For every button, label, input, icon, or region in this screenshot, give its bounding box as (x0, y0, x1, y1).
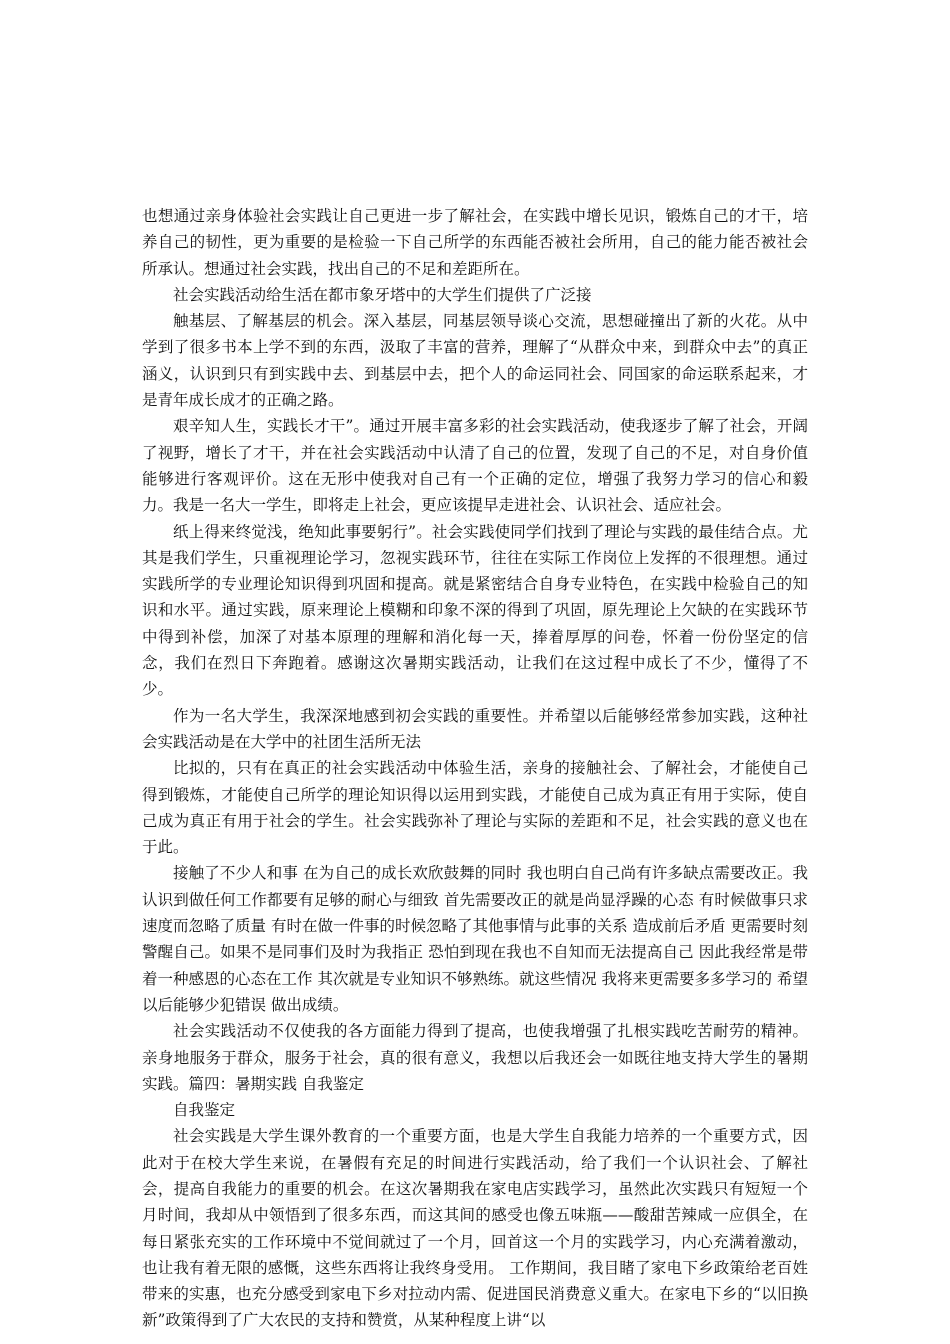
paragraph: 纸上得来终觉浅，绝知此事要躬行”。社会实践使同学们找到了理论与实践的最佳结合点。尤其是我们学生，只重视理论学习，忽视实践环节，往往在实际工作岗位上发挥的不很理想。通过实践所学的专业理论知识得到巩固和提高。就是紧密结合自身专业特色，在实践中检验自己的知识和水平。通过实践，原来理论上模糊和印象不深的得到了巩固，原先理论上欠缺的在实践环节中得到补偿，加深了对基本原理的理解和消化每一天，捧着厚厚的问卷，怀着一份份坚定的信念，我们在烈日下奔跑着。感谢这次暑期实践活动，让我们在这过程中成长了不少，懂得了不少。 (142, 522, 808, 699)
paragraph: 作为一名大学生，我深深地感到初会实践的重要性。并希望以后能够经常参加实践，这种社会实践活动是在大学中的社团生活所无法 (142, 706, 808, 751)
paragraph: 社会实践活动不仅使我的各方面能力得到了提高，也使我增强了扎根实践吃苦耐劳的精神。亲身地服务于群众，服务于社会，真的很有意义，我想以后我还会一如既往地支持大学生的暑期实践。篇四：暑期实践 自我鉴定 (142, 1022, 808, 1093)
paragraph: 艰辛知人生，实践长才干”。通过开展丰富多彩的社会实践活动，使我逐步了解了社会，开阔了视野，增长了才干，并在社会实践活动中认清了自己的位置，发现了自己的不足，对自身价值能够进行客观评价。这在无形中使我对自己有一个正确的定位，增强了我努力学习的信心和毅力。我是一名大一学生，即将走上社会，更应该提早走进社会、认识社会、适应社会。 (142, 417, 808, 515)
paragraph: 触基层、了解基层的机会。深入基层，同基层领导谈心交流，思想碰撞出了新的火花。从中学到了很多书本上学不到的东西，汲取了丰富的营养，理解了“从群众中来，到群众中去”的真正涵义，认识到只有到实践中去、到基层中去，把个人的命运同社会、同国家的命运联系起来，才是青年成长成才的正确之路。 (142, 312, 808, 410)
paragraph: 接触了不少人和事 在为自己的成长欢欣鼓舞的同时 我也明白自己尚有许多缺点需要改正。我认识到做任何工作都要有足够的耐心与细致 首先需要改正的就是尚显浮躁的心态 有时候做事只求速度而忽略了质量 有时在做一件事的时候忽略了其他事情与此事的关系 造成前后矛盾 更需要时刻警醒自己。如果不是同事们及时为我指正 恐怕到现在我也不自知而无法提高自己 因此我经常是带着一种感恩的心态在工作 其次就是专业知识不够熟练。就这些情况 我将来更需要多多学习的 希望以后能够少犯错误 做出成绩。 (142, 864, 808, 1014)
document-body (142, 203, 808, 1334)
paragraph: 社会实践是大学生课外教育的一个重要方面，也是大学生自我能力培养的一个重要方式，因此对于在校大学生来说，在暑假有充足的时间进行实践活动，给了我们一个认识社会、了解社会，提高自我能力的重要的机会。在这次暑期我在家电店实践学习，虽然此次实践只有短短一个月时间，我却从中领悟到了很多东西，而这其间的感受也像五味瓶——酸甜苦辣咸一应俱全，在每日紧张充实的工作环境中不觉间就过了一个月，回首这一个月的实践学习，内心充满着激动，也让我有着无限的感慨，这些东西将让我终身受用。 工作期间，我目睹了家电下乡政策给老百姓带来的实惠，也充分感受到家电下乡对拉动内需、促进国民消费意义重大。在家电下乡的“以旧换新”政策得到了广大农民的支持和赞赏，从某种程度上讲“以 (142, 1127, 808, 1330)
paragraph: 也想通过亲身体验社会实践让自己更进一步了解社会，在实践中增长见识，锻炼自己的才干，培养自己的韧性，更为重要的是检验一下自己所学的东西能否被社会所用，自己的能力能否被社会所承认。想通过社会实践，找出自己的不足和差距所在。 (142, 207, 808, 278)
paragraph: 社会实践活动给生活在都市象牙塔中的大学生们提供了广泛接 (173, 285, 592, 304)
paragraph: 比拟的，只有在真正的社会实践活动中体验生活，亲身的接触社会、了解社会，才能使自己得到锻炼，才能使自己所学的理论知识得以运用到实践，才能使自己成为真正有用于实际，使自己成为真正有用于社会的学生。社会实践弥补了理论与实际的差距和不足，社会实践的意义也在于此。 (142, 759, 808, 857)
section-heading: 自我鉴定 (173, 1101, 236, 1120)
